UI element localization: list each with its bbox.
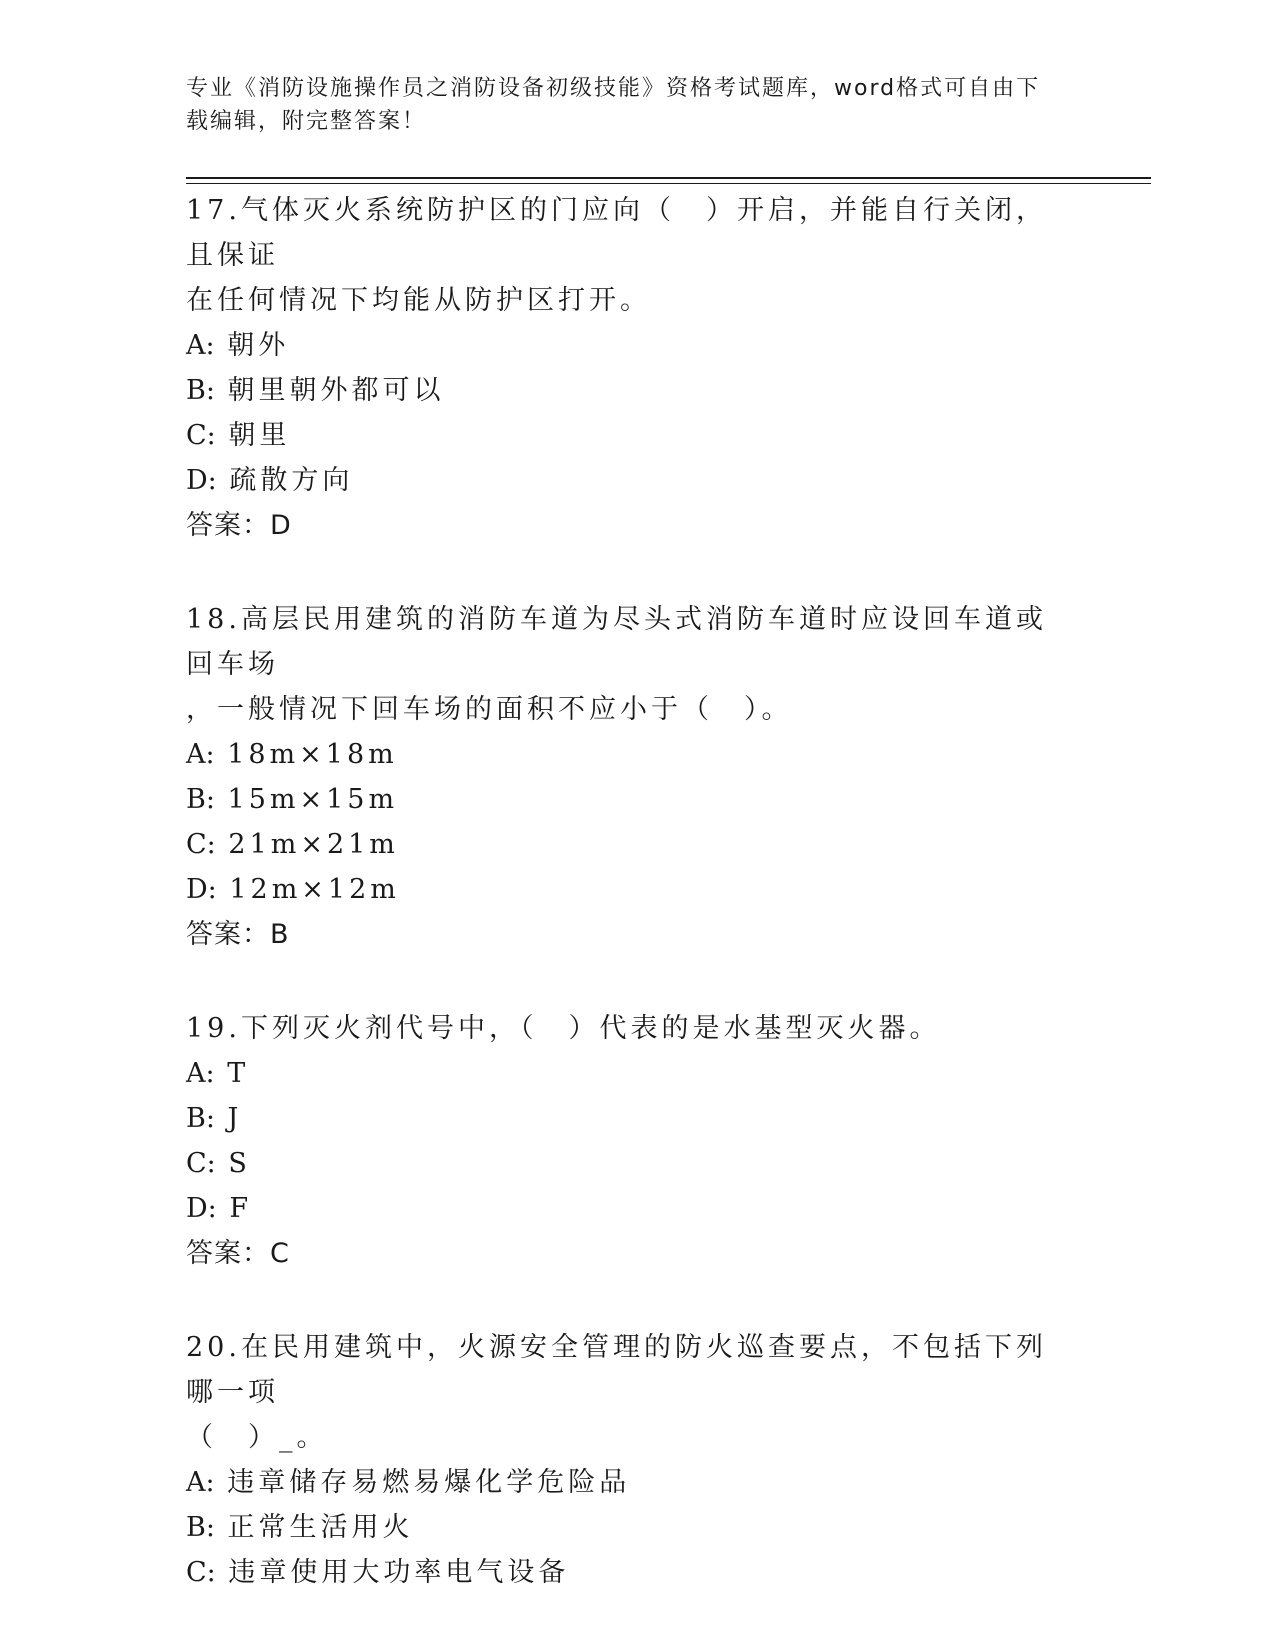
option-d <box>186 458 1066 503</box>
option-letter: A: <box>186 330 215 361</box>
question-spacer <box>186 548 1066 597</box>
option-a <box>186 732 1066 777</box>
question-stem-line: 19.下列灭火剂代号中，（ ）代表的是水基型灭火器。 <box>186 1013 941 1044</box>
option-text: J <box>227 1103 243 1134</box>
option-b <box>186 1505 1066 1550</box>
option-letter: D: <box>186 1193 217 1224</box>
question-17 <box>186 188 1066 548</box>
answer-line: 答案：B <box>186 919 290 950</box>
question-20 <box>186 1325 1066 1595</box>
option-letter: B: <box>186 375 215 406</box>
option-text: 朝外 <box>227 330 290 361</box>
option-letter: B: <box>186 1512 215 1543</box>
option-letter: C: <box>186 829 216 860</box>
question-stem-line: 17.气体灭火系统防护区的门应向（ ）开启，并能自行关闭，且保证 <box>186 195 1047 271</box>
option-text: T <box>227 1058 250 1089</box>
option-text: F <box>229 1193 253 1224</box>
option-text: 违章使用大功率电气设备 <box>228 1557 570 1588</box>
option-letter: C: <box>186 1148 216 1179</box>
option-letter: C: <box>186 1557 216 1588</box>
option-c <box>186 1141 1066 1186</box>
option-text: 21m×21m <box>228 829 399 860</box>
header-divider-thick <box>186 177 1151 179</box>
option-letter: D: <box>186 874 217 905</box>
option-a <box>186 1460 1066 1505</box>
option-text: 正常生活用火 <box>227 1512 414 1543</box>
question-list <box>186 188 1066 1595</box>
option-a <box>186 1051 1066 1096</box>
option-text: 疏散方向 <box>229 465 354 496</box>
option-text: S <box>228 1148 251 1179</box>
option-c <box>186 1550 1066 1595</box>
option-text: 15m×15m <box>227 784 399 815</box>
option-letter: A: <box>186 1467 215 1498</box>
option-text: 违章储存易燃易爆化学危险品 <box>227 1467 631 1498</box>
option-letter: A: <box>186 1058 215 1089</box>
question-18 <box>186 597 1066 957</box>
question-19 <box>186 1006 1066 1276</box>
question-stem-line: 18.高层民用建筑的消防车道为尽头式消防车道时应设回车道或回车场 <box>186 604 1047 680</box>
question-stem-line: （ ）_。 <box>186 1422 328 1453</box>
option-a <box>186 323 1066 368</box>
option-letter: C: <box>186 420 216 451</box>
option-letter: B: <box>186 1103 215 1134</box>
answer-line: 答案：D <box>186 510 292 541</box>
answer-line: 答案：C <box>186 1238 290 1269</box>
option-text: 12m×12m <box>229 874 400 905</box>
option-b <box>186 777 1066 822</box>
question-stem-line: 20.在民用建筑中，火源安全管理的防火巡查要点，不包括下列哪一项 <box>186 1332 1047 1408</box>
header-line-2: 载编辑，附完整答案！ <box>186 109 427 134</box>
header-line-1: 专业《消防设施操作员之消防设备初级技能》资格考试题库，word格式可自由下 <box>186 76 1041 101</box>
document-header <box>186 72 1066 138</box>
option-text: 朝里 <box>228 420 291 451</box>
option-c <box>186 822 1066 867</box>
option-b <box>186 368 1066 413</box>
option-text: 朝里朝外都可以 <box>227 375 445 406</box>
question-stem-line: 在任何情况下均能从防护区打开。 <box>186 285 651 316</box>
option-letter: B: <box>186 784 215 815</box>
option-d <box>186 867 1066 912</box>
option-b <box>186 1096 1066 1141</box>
option-letter: D: <box>186 465 217 496</box>
question-spacer <box>186 957 1066 1006</box>
option-d <box>186 1186 1066 1231</box>
question-stem-line: ，一般情况下回车场的面积不应小于（ ）。 <box>186 694 793 725</box>
option-c <box>186 413 1066 458</box>
question-spacer <box>186 1276 1066 1325</box>
option-letter: A: <box>186 739 215 770</box>
option-text: 18m×18m <box>227 739 398 770</box>
header-divider-thin <box>186 183 1151 184</box>
